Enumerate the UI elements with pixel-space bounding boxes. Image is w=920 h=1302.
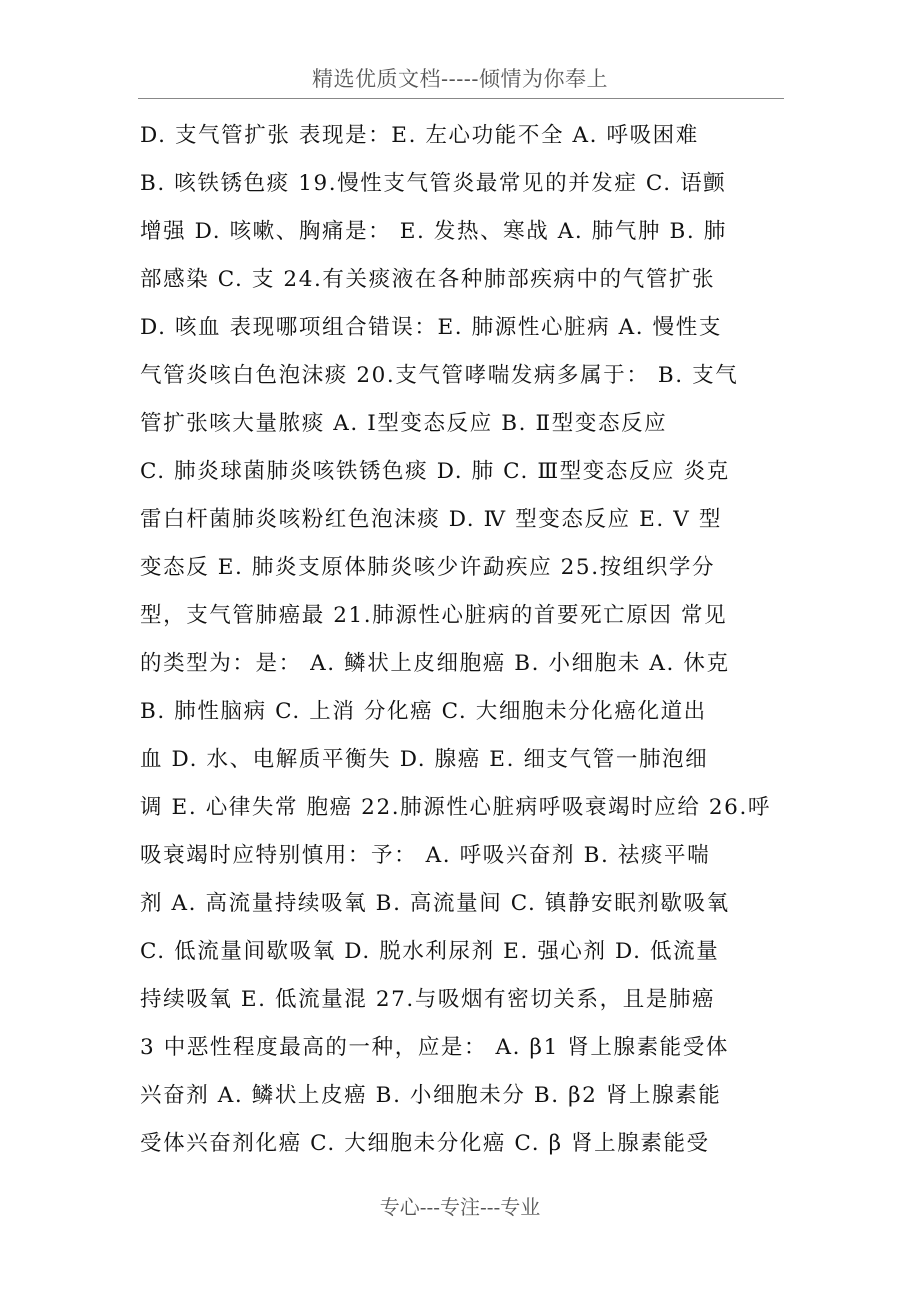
text-line: 3 中恶性程度最高的一种，应是： A. β1 肾上腺素能受体 (140, 1035, 729, 1060)
text-line: B. 咳铁锈色痰 19.慢性支气管炎最常见的并发症 C. 语颤 (140, 171, 727, 196)
page-footer: 专心---专注---专业 (379, 1195, 541, 1219)
text-line: 变态反 E. 肺炎支原体肺炎咳少许勐疾应 25.按组织学分 (140, 555, 716, 580)
text-line: 增强 D. 咳嗽、胸痛是： E. 发热、寒战 A. 肺气肿 B. 肺 (140, 219, 727, 244)
text-line: 的类型为：是： A. 鳞状上皮细胞癌 B. 小细胞未 A. 休克 (140, 651, 730, 676)
text-line: C. 低流量间歇吸氧 D. 脱水利尿剂 E. 强心剂 D. 低流量 (140, 939, 720, 964)
text-line: 雷白杆菌肺炎咳粉红色泡沫痰 D. Ⅳ 型变态反应 E. Ⅴ 型 (140, 507, 722, 532)
text-line: 血 D. 水、电解质平衡失 D. 腺癌 E. 细支气管一肺泡细 (140, 747, 709, 772)
text-line: 调 E. 心律失常 胞癌 22.肺源性心脏病呼吸衰竭时应给 26.呼 (140, 795, 771, 820)
text-line: 管扩张咳大量脓痰 A. Ⅰ型变态反应 B. Ⅱ型变态反应 (140, 411, 668, 436)
page-header: 精选优质文档-----倾情为你奉上 (312, 67, 608, 91)
text-line: 型，支气管肺癌最 21.肺源性心脏病的首要死亡原因 常见 (140, 603, 728, 628)
text-line: D. 咳血 表现哪项组合错误：E. 肺源性心脏病 A. 慢性支 (140, 315, 722, 340)
text-line: B. 肺性脑病 C. 上消 分化癌 C. 大细胞未分化癌化道出 (140, 699, 707, 724)
text-line: 气管炎咳白色泡沫痰 20.支气管哮喘发病多属于： B. 支气 (140, 363, 739, 388)
text-line: 受体兴奋剂化癌 C. 大细胞未分化癌 C. β 肾上腺素能受 (140, 1131, 710, 1156)
text-line: 剂 A. 高流量持续吸氧 B. 高流量间 C. 镇静安眠剂歇吸氧 (140, 891, 730, 916)
text-line: 兴奋剂 A. 鳞状上皮癌 B. 小细胞未分 B. β2 肾上腺素能 (140, 1083, 722, 1108)
header-divider (138, 98, 784, 99)
text-line: 部感染 C. 支 24.有关痰液在各种肺部疾病中的气管扩张 (140, 267, 716, 292)
text-line: C. 肺炎球菌肺炎咳铁锈色痰 D. 肺 C. Ⅲ型变态反应 炎克 (140, 459, 730, 484)
text-line: 吸衰竭时应特别慎用：予： A. 呼吸兴奋剂 B. 祛痰平喘 (140, 843, 711, 868)
text-line: 持续吸氧 E. 低流量混 27.与吸烟有密切关系，且是肺癌 (140, 987, 716, 1012)
text-line: D. 支气管扩张 表现是：E. 左心功能不全 A. 呼吸困难 (140, 123, 699, 148)
document-body (140, 116, 820, 1172)
